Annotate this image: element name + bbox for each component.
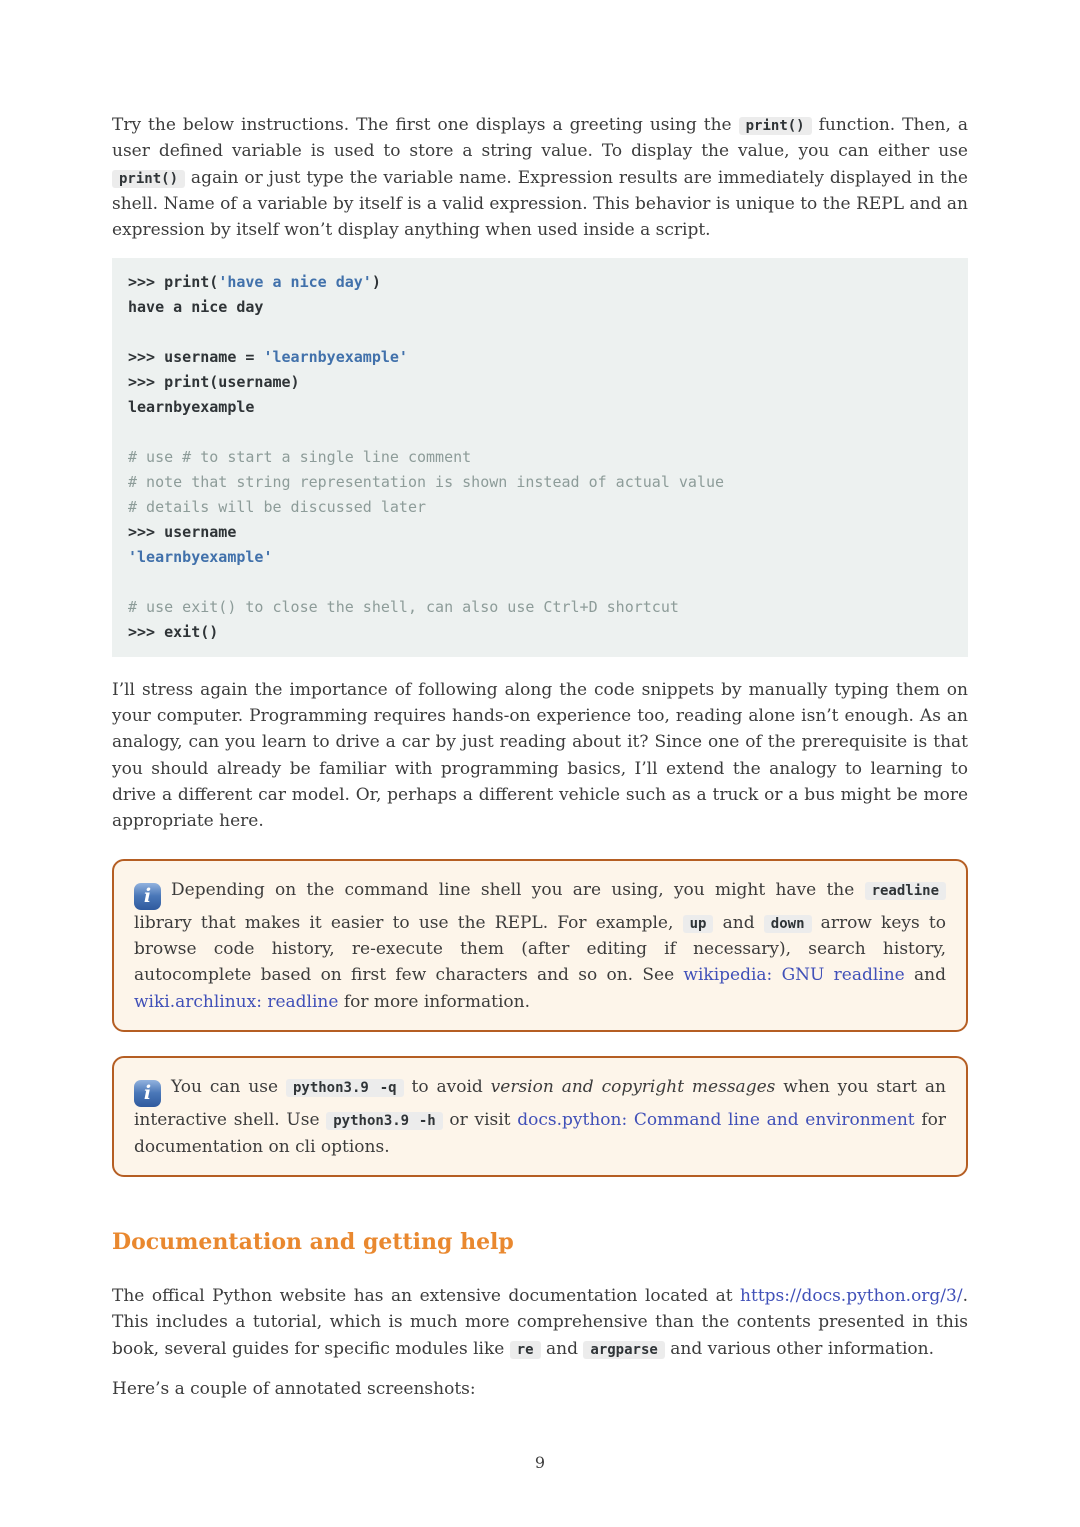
code-line bbox=[128, 595, 952, 620]
inline-code: print() bbox=[112, 170, 185, 188]
text-segment: You can use bbox=[171, 1077, 286, 1098]
paragraph-screenshots-lead: Here’s a couple of annotated screenshots: bbox=[112, 1378, 476, 1399]
text-segment: and bbox=[904, 965, 946, 986]
inline-link[interactable]: wiki.archlinux: readline bbox=[134, 991, 339, 1012]
info-box-python-quiet bbox=[112, 1056, 968, 1177]
inline-code: python3.9 -q bbox=[286, 1079, 404, 1097]
inline-link[interactable]: docs.python: Command line and environment bbox=[517, 1110, 915, 1131]
text-segment: and bbox=[713, 912, 764, 933]
inline-code: readline bbox=[865, 882, 946, 900]
code-text: >>> exit() bbox=[128, 622, 219, 641]
code-line bbox=[128, 620, 952, 645]
inline-code: down bbox=[764, 915, 812, 933]
code-line bbox=[128, 320, 952, 345]
text-segment: Depending on the command line shell you are using, you might have the bbox=[171, 879, 865, 900]
text-segment: library that makes it easier to use the REPL. For example, bbox=[134, 912, 683, 933]
section-heading-documentation: Documentation and getting help bbox=[112, 1228, 514, 1255]
inline-code: re bbox=[510, 1341, 541, 1359]
code-line bbox=[128, 295, 952, 320]
text-segment: The offical Python website has an extensive documentation located at bbox=[112, 1285, 741, 1306]
code-text: >>> username = bbox=[128, 347, 264, 366]
info-icon: i bbox=[134, 1080, 161, 1107]
code-text: # note that string representation is shown instead of actual value bbox=[128, 472, 725, 491]
info-box-python-quiet-content bbox=[134, 1077, 946, 1156]
text-segment: when you start an interactive shell. Use bbox=[134, 1077, 946, 1131]
text-segment: and various other information. bbox=[664, 1338, 934, 1359]
text-segment: arrow keys to browse code history, re-execute them (after editing if necessary), search history, autocomplete based on first few characters and so on. See bbox=[134, 912, 946, 986]
code-text: 'learnbyexample' bbox=[263, 347, 408, 366]
paragraph-practice-advice bbox=[112, 677, 968, 835]
code-text: # use # to start a single line comment bbox=[128, 447, 472, 466]
code-text: 'have a nice day' bbox=[218, 272, 372, 291]
code-line bbox=[128, 370, 952, 395]
text-segment: for documentation on cli options. bbox=[134, 1110, 947, 1157]
info-icon: i bbox=[134, 883, 161, 910]
info-box-readline-content bbox=[134, 880, 946, 1012]
code-text: # details will be discussed later bbox=[128, 497, 427, 516]
code-block-repl-session bbox=[112, 258, 968, 657]
code-text: >>> print( bbox=[128, 272, 219, 291]
inline-code: argparse bbox=[583, 1341, 664, 1359]
text-segment: function. Then, a user defined variable is used to store a string value. To display the value, you can either use bbox=[112, 115, 968, 162]
paragraph-repl-intro bbox=[112, 112, 968, 244]
code-text: # use exit() to close the shell, can also use Ctrl+D shortcut bbox=[128, 597, 679, 616]
code-text: learnbyexample bbox=[128, 397, 255, 416]
text-segment: or visit bbox=[442, 1110, 518, 1131]
info-box-readline-text bbox=[134, 877, 946, 1015]
inline-code: print() bbox=[739, 117, 812, 135]
paragraph-official-docs bbox=[112, 1283, 968, 1362]
code-line bbox=[128, 545, 952, 570]
code-text: have a nice day bbox=[128, 297, 264, 316]
code-line bbox=[128, 395, 952, 420]
inline-code: up bbox=[683, 915, 714, 933]
text-segment: Try the below instructions. The first one displays a greeting using the bbox=[112, 115, 739, 135]
code-line bbox=[128, 495, 952, 520]
code-text: >>> print(username) bbox=[128, 372, 300, 391]
text-segment: I’ll stress again the importance of following along the code snippets by manually typing them on your computer. Programming requires hands-on experience too, reading alone isn’t enough. As an analogy, can you learn to drive a car by just reading about it? Since one of the prerequisite is that you should already be familiar with programming basics, I’ll extend the analogy to learning to drive a different car model. Or, perhaps a different vehicle such as a truck or a bus might be more appropriate here. bbox=[112, 679, 968, 832]
page-number: 9 bbox=[534, 1453, 546, 1472]
text-segment: and bbox=[540, 1338, 584, 1359]
code-text: ) bbox=[371, 272, 381, 291]
text-segment: for more information. bbox=[338, 991, 531, 1012]
code-text: >>> username bbox=[128, 522, 237, 541]
code-line bbox=[128, 420, 952, 445]
code-line bbox=[128, 345, 952, 370]
text-segment: again or just type the variable name. Expression results are immediately displayed in the shell. Name of a variable by itself is a valid expression. This behavior is unique to the REPL and an expression by itself won’t display anything when used inside a script. bbox=[112, 167, 968, 241]
code-line bbox=[128, 470, 952, 495]
info-box-readline bbox=[112, 859, 968, 1032]
code-text: 'learnbyexample' bbox=[128, 547, 273, 566]
info-box-python-quiet-text bbox=[134, 1074, 946, 1160]
code-line bbox=[128, 520, 952, 545]
code-line bbox=[128, 445, 952, 470]
inline-link[interactable]: https://docs.python.org/3/ bbox=[740, 1285, 963, 1306]
inline-link[interactable]: wikipedia: GNU readline bbox=[683, 965, 905, 986]
code-line bbox=[128, 270, 952, 295]
text-segment: to avoid bbox=[403, 1077, 491, 1098]
text-segment: version and copyright messages bbox=[490, 1077, 776, 1098]
inline-code: python3.9 -h bbox=[326, 1112, 442, 1130]
text-segment: . This includes a tutorial, which is much more comprehensive than the contents presented in this book, several guides for specific modules like bbox=[112, 1285, 968, 1359]
code-line bbox=[128, 570, 952, 595]
